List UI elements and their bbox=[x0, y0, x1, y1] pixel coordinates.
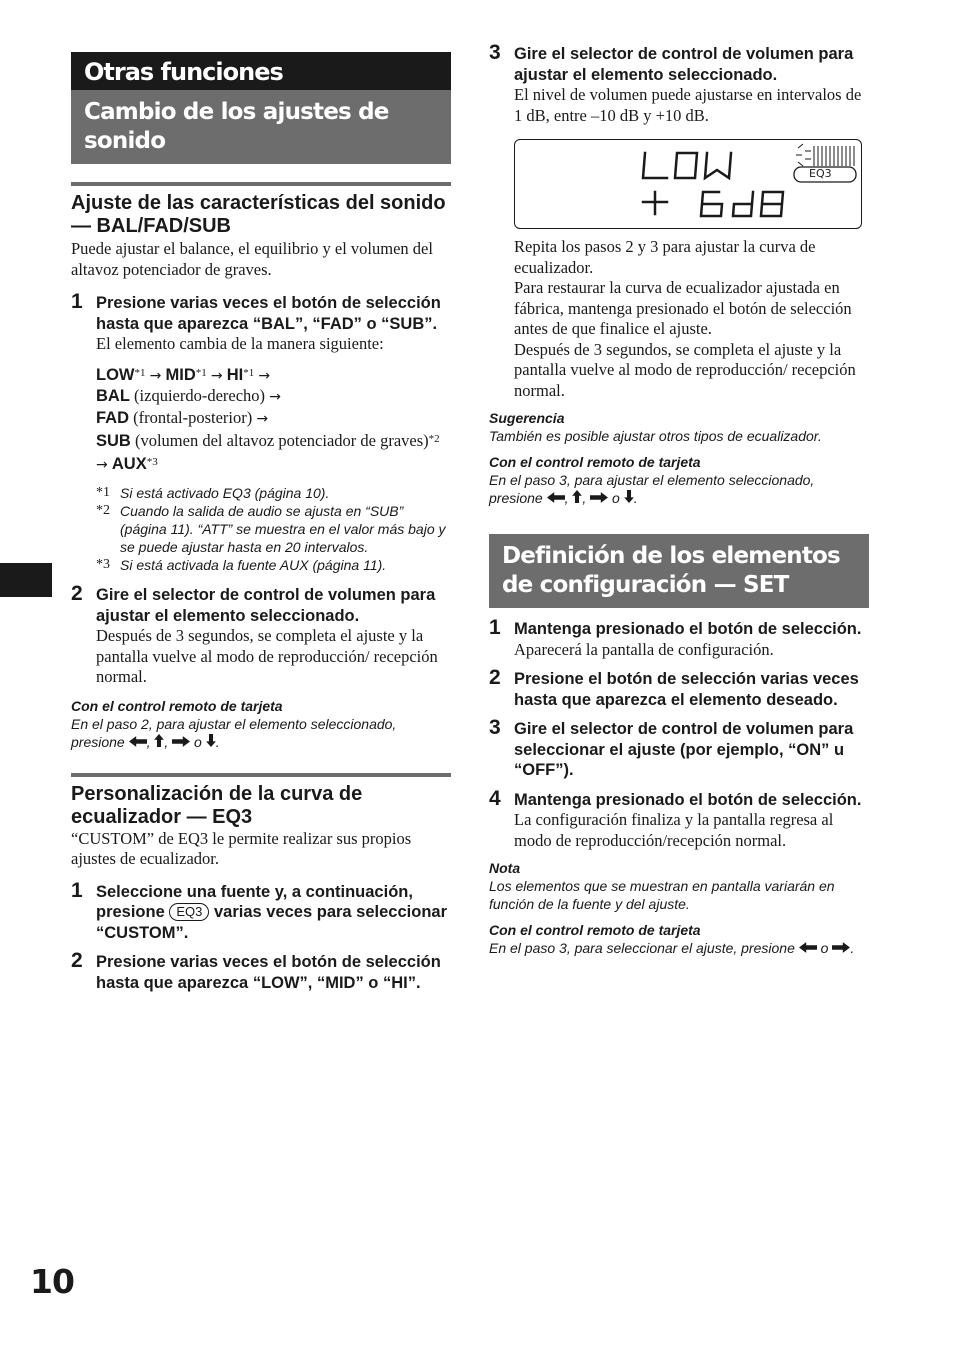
note-text: En el paso 2, para ajustar el elemento seleccionado, presione , , o . bbox=[71, 715, 397, 750]
seq-hi: HI bbox=[226, 365, 244, 384]
footnotes bbox=[96, 484, 451, 574]
step-title-part: varias veces para seleccionar “CUSTOM”. bbox=[96, 903, 447, 942]
step-number: 1 bbox=[489, 616, 501, 639]
arrow-right-icon: → bbox=[96, 456, 108, 473]
arrow-left-icon bbox=[799, 942, 817, 953]
section-title: Cambio de los ajustes de sonido bbox=[71, 90, 451, 164]
note-title: Con el control remoto de tarjeta bbox=[489, 454, 701, 470]
note-text: En el paso 3, para seleccionar el ajuste, presione o . bbox=[489, 940, 855, 956]
remote-text: En el paso 2, para ajustar el elemento seleccionado, presione bbox=[71, 715, 397, 750]
paragraph: Para restaurar la curva de ecualizador ajustada en fábrica, mantenga presionado el botón de selección antes de que finalice el ajuste. bbox=[514, 278, 852, 338]
step-title: Presione varias veces el botón de selección hasta que aparezca “BAL”, “FAD” o “SUB”. bbox=[96, 294, 441, 333]
footnote bbox=[96, 484, 451, 502]
seq-aux: AUX bbox=[111, 454, 147, 473]
step-title-part: Seleccione una fuente y, a continuación, presione bbox=[96, 882, 413, 921]
remote-text: En el paso 3, para seleccionar el ajuste, presione bbox=[489, 940, 795, 956]
lcd-eq3-badge: EQ3 bbox=[809, 167, 832, 180]
bal-step-1 bbox=[71, 290, 451, 574]
item-sequence bbox=[96, 363, 451, 476]
note-title: Con el control remoto de tarjeta bbox=[71, 697, 283, 714]
note-title: Con el control remoto de tarjeta bbox=[489, 922, 701, 938]
seq-bal: BAL bbox=[96, 387, 130, 405]
arrow-down-icon bbox=[206, 734, 216, 747]
seq-low: LOW bbox=[96, 365, 135, 384]
arrow-right-icon: → bbox=[210, 367, 223, 384]
step-number: 4 bbox=[489, 786, 501, 810]
bal-remote-note bbox=[71, 698, 451, 751]
step-number: 3 bbox=[489, 41, 501, 64]
tip-note bbox=[489, 410, 869, 445]
arrow-right-icon: → bbox=[269, 389, 281, 405]
footnote bbox=[96, 556, 451, 574]
step-title: Presione el botón de selección varias veces hasta que aparezca el elemento deseado. bbox=[514, 670, 859, 709]
or-text: o bbox=[612, 490, 620, 506]
or-text: o bbox=[820, 940, 829, 956]
note-title: Nota bbox=[489, 860, 521, 876]
eq-heading: Personalización de la curva de ecualizador — EQ3 bbox=[71, 782, 363, 828]
eq3-button-label: EQ3 bbox=[169, 903, 209, 921]
step-title: Gire el selector de control de volumen para seleccionar el ajuste (por ejemplo, “ON” u “OFF”). bbox=[514, 720, 854, 779]
step-number: 2 bbox=[71, 582, 83, 605]
step-number: 1 bbox=[71, 878, 83, 902]
seq-bal-desc: (izquierdo-derecho) bbox=[134, 386, 266, 405]
footnote-mark: *1 bbox=[96, 485, 110, 500]
step-title: Gire el selector de control de volumen para ajustar el elemento seleccionado. bbox=[514, 45, 854, 84]
arrow-down-icon bbox=[624, 490, 634, 503]
footnote-mark: *3 bbox=[96, 557, 110, 572]
footnote-text: Si está activado EQ3 (página 10). bbox=[120, 485, 330, 501]
step-title: Mantenga presionado el botón de selección. bbox=[514, 790, 862, 809]
step-number: 3 bbox=[489, 716, 501, 739]
page-number: 10 bbox=[30, 1262, 74, 1301]
step-number: 2 bbox=[71, 949, 83, 972]
footnote-marker: *1 bbox=[134, 366, 146, 379]
step-body: La configuración finaliza y la pantalla regresa al modo de reproducción/recepción normal. bbox=[514, 810, 834, 850]
after-display-text bbox=[514, 237, 869, 401]
lcd-display-illustration bbox=[514, 139, 862, 229]
seq-mid: MID bbox=[165, 365, 196, 384]
step-body: El elemento cambia de la manera siguiente: bbox=[96, 334, 384, 353]
set-step-1 bbox=[489, 616, 869, 660]
right-column bbox=[489, 41, 869, 957]
step-body: El nivel de volumen puede ajustarse en intervalos de 1 dB, entre –10 dB y +10 dB. bbox=[514, 85, 862, 125]
step-title: Presione varias veces el botón de selección hasta que aparezca “LOW”, “MID” o “HI”. bbox=[96, 953, 441, 992]
set-heading: Definición de los elementos de configuración — SET bbox=[489, 534, 869, 608]
step-title bbox=[96, 882, 451, 944]
heading-rule bbox=[71, 773, 451, 777]
step-number: 2 bbox=[489, 666, 501, 689]
note-text: Los elementos que se muestran en pantalla variarán en función de la fuente y del ajuste. bbox=[489, 878, 835, 912]
set-step-3 bbox=[489, 716, 869, 781]
set-remote-note bbox=[489, 922, 869, 957]
note-text: También es posible ajustar otros tipos de ecualizador. bbox=[489, 428, 822, 444]
arrow-right-icon: → bbox=[256, 410, 269, 427]
step-body: Después de 3 segundos, se completa el ajuste y la pantalla vuelve al modo de reproducción/ recepción normal. bbox=[96, 626, 438, 686]
chapter-title: Otras funciones bbox=[71, 52, 451, 90]
footnote bbox=[96, 502, 451, 556]
remote-text: En el paso 3, para ajustar el elemento seleccionado, presione bbox=[489, 472, 815, 506]
seq-sub-desc: (volumen del altavoz potenciador de graves) bbox=[134, 431, 429, 450]
bal-heading: Ajuste de las características del sonido — BAL/FAD/SUB bbox=[71, 192, 446, 237]
left-column bbox=[71, 52, 451, 993]
arrow-right-icon bbox=[832, 942, 850, 953]
bal-step-2 bbox=[71, 582, 451, 688]
eq-step-1 bbox=[71, 878, 451, 944]
footnote-mark: *2 bbox=[96, 503, 110, 518]
arrow-up-icon bbox=[572, 490, 582, 503]
bal-intro: Puede ajustar el balance, el equilibrio y el volumen del altavoz potenciador de graves. bbox=[71, 239, 433, 279]
step-number: 1 bbox=[71, 290, 83, 313]
set-note bbox=[489, 860, 869, 913]
footnote-text: Cuando la salida de audio se ajusta en “SUB” (página 11). “ATT” se muestra en el valor más bajo y se puede ajustar hasta en 20 intervalos. bbox=[120, 503, 446, 555]
footnote-marker: *1 bbox=[195, 366, 207, 379]
step-body: Aparecerá la pantalla de configuración. bbox=[514, 639, 774, 659]
seq-sub: SUB bbox=[96, 432, 131, 450]
eq-step-2 bbox=[71, 949, 451, 993]
set-step-4 bbox=[489, 786, 869, 852]
arrow-right-icon bbox=[590, 492, 608, 503]
eq-intro: “CUSTOM” de EQ3 le permite realizar sus propios ajustes de ecualizador. bbox=[71, 828, 412, 868]
footnote-marker: *3 bbox=[146, 455, 158, 468]
step-title: Mantenga presionado el botón de selección. bbox=[514, 620, 862, 638]
arrow-right-icon: → bbox=[149, 367, 162, 384]
eq-remote-note bbox=[489, 454, 869, 507]
heading-rule bbox=[71, 182, 451, 186]
or-text: o bbox=[194, 733, 202, 750]
note-text: En el paso 3, para ajustar el elemento seleccionado, presione , , o . bbox=[489, 472, 815, 506]
note-title: Sugerencia bbox=[489, 410, 565, 426]
eq-step-3 bbox=[489, 41, 869, 401]
lcd-segments bbox=[515, 140, 860, 227]
arrow-right-icon bbox=[172, 736, 190, 747]
section-tab-marker bbox=[0, 563, 52, 597]
footnote-text: Si está activada la fuente AUX (página 11). bbox=[120, 557, 387, 573]
footnote-marker: *1 bbox=[243, 366, 255, 379]
paragraph: Repita los pasos 2 y 3 para ajustar la curva de ecualizador. bbox=[514, 237, 816, 277]
seq-fad-desc: (frontal-posterior) bbox=[133, 407, 253, 427]
arrow-left-icon bbox=[129, 736, 147, 747]
set-step-2 bbox=[489, 666, 869, 710]
paragraph: Después de 3 segundos, se completa el ajuste y la pantalla vuelve al modo de reproducción/ recepción normal. bbox=[514, 339, 856, 400]
arrow-right-icon: → bbox=[258, 367, 271, 384]
seq-fad: FAD bbox=[96, 408, 129, 427]
arrow-up-icon bbox=[154, 734, 164, 747]
step-title: Gire el selector de control de volumen para ajustar el elemento seleccionado. bbox=[96, 586, 436, 625]
arrow-left-icon bbox=[547, 492, 565, 503]
footnote-marker: *2 bbox=[428, 433, 440, 445]
